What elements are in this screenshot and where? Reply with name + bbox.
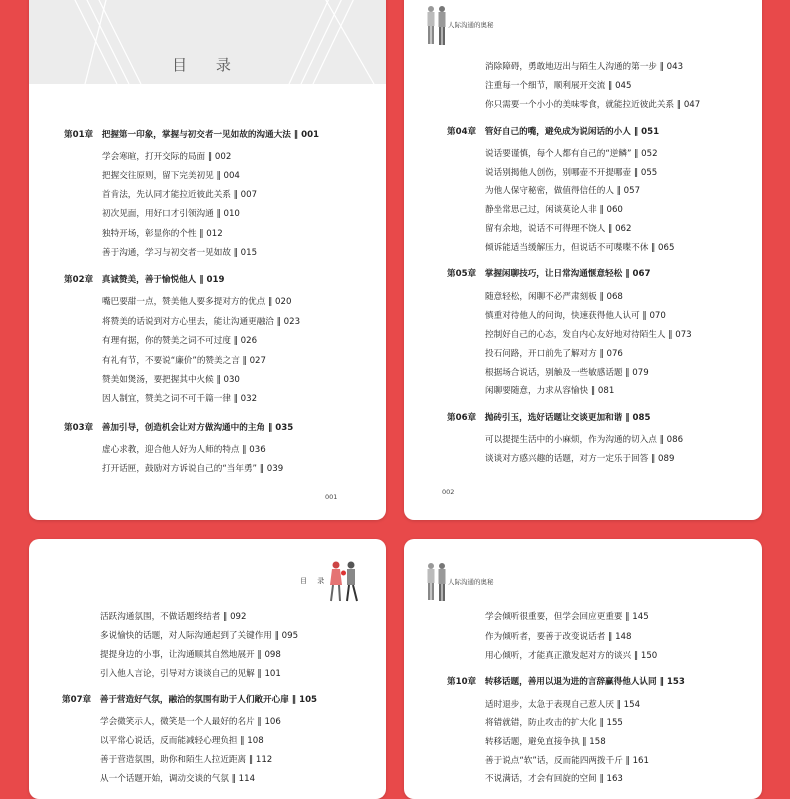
toc-entry: 静坐常思己过，闲谈莫论人非 ‖ 060 bbox=[485, 205, 623, 215]
people-illustration-icon bbox=[424, 4, 450, 48]
toc-entry: 倾诉能适当缓解压力，但说话不可喋喋不休 ‖ 065 bbox=[485, 243, 675, 253]
toc-entry: 学会微笑示人，微笑是一个人最好的名片 ‖ 106 bbox=[100, 717, 281, 727]
toc-entry: 因人制宜，赞美之词不可千篇一律 ‖ 032 bbox=[102, 394, 258, 404]
toc-entry: 善于说点“软”话，反而能四两拨千斤 ‖ 161 bbox=[485, 756, 649, 766]
toc-entry: 提提身边的小事，让沟通顺其自然地展开 ‖ 098 bbox=[100, 650, 281, 660]
toc-entry: 初次见面，用好口才引领沟通 ‖ 010 bbox=[102, 209, 240, 219]
title-band bbox=[29, 0, 386, 84]
toc-entry: 为他人保守秘密，做值得信任的人 ‖ 057 bbox=[485, 186, 641, 196]
toc-entry: 以平常心说话，反而能减轻心理负担 ‖ 108 bbox=[100, 736, 264, 746]
toc-page-002 bbox=[404, 0, 762, 520]
toc-entry: 说话要谨慎，每个人都有自己的“逆鳞” ‖ 052 bbox=[485, 149, 658, 159]
toc-entry: 学会倾听很重要，但学会回应更重要 ‖ 145 bbox=[485, 612, 649, 622]
toc-page-003 bbox=[29, 539, 386, 799]
toc-entry: 有理有据，你的赞美之词不可过度 ‖ 026 bbox=[102, 336, 258, 346]
running-header: 人际沟通的奥秘 bbox=[448, 578, 494, 586]
toc-entry: 根据场合说话，别触及一些敏感话题 ‖ 079 bbox=[485, 368, 649, 378]
toc-entry: 适时退步，太急于表现自己惹人厌 ‖ 154 bbox=[485, 700, 641, 710]
toc-entry: 将赞美的话说到对方心里去，能让沟通更融洽 ‖ 023 bbox=[102, 317, 301, 327]
toc-entry: 不说满话，才会有回旋的空间 ‖ 163 bbox=[485, 774, 623, 784]
running-header: 人际沟通的奥秘 bbox=[448, 21, 494, 29]
chapter-heading: 第04章 管好自己的嘴，避免成为说闲话的小人 ‖ 051 bbox=[447, 127, 660, 137]
toc-entry: 说话别揭他人创伤，别哪壶不开提哪壶 ‖ 055 bbox=[485, 168, 658, 178]
toc-entry: 投石问路，开口前先了解对方 ‖ 076 bbox=[485, 349, 623, 359]
toc-entry: 首肯法，先认同才能拉近彼此关系 ‖ 007 bbox=[102, 190, 258, 200]
toc-entry: 转移话题，避免直接争执 ‖ 158 bbox=[485, 737, 606, 747]
toc-entry: 学会寒暄，打开交际的局面 ‖ 002 bbox=[102, 152, 232, 162]
running-header: 目 录 bbox=[300, 577, 329, 585]
couple-illustration-icon bbox=[327, 559, 361, 603]
chapter-heading: 第01章 把握第一印象，掌握与初交者一见如故的沟通大法 ‖ 001 bbox=[64, 130, 320, 140]
toc-entry: 把握交往原则，留下完美初见 ‖ 004 bbox=[102, 171, 240, 181]
toc-entry: 善于营造氛围，助你和陌生人拉近距离 ‖ 112 bbox=[100, 755, 273, 765]
toc-page-001 bbox=[29, 0, 386, 520]
toc-entry: 将错就错，防止攻击的扩大化 ‖ 155 bbox=[485, 718, 623, 728]
chapter-heading: 第07章 善于营造好气氛，融洽的氛围有助于人们敞开心扉 ‖ 105 bbox=[62, 695, 318, 705]
toc-entry: 从一个话题开始，调动交谈的气氛 ‖ 114 bbox=[100, 774, 256, 784]
toc-entry: 有礼有节，不要说“廉价”的赞美之言 ‖ 027 bbox=[102, 356, 266, 366]
toc-entry: 控制好自己的心态，发自内心友好地对待陌生人 ‖ 073 bbox=[485, 330, 692, 340]
toc-entry: 闲聊要随意，力求从容愉快 ‖ 081 bbox=[485, 386, 615, 396]
toc-entry: 你只需要一个小小的美味零食，就能拉近彼此关系 ‖ 047 bbox=[485, 100, 701, 110]
toc-entry: 赞美如煲汤，要把握其中火候 ‖ 030 bbox=[102, 375, 240, 385]
toc-entry: 打开话匣，鼓励对方诉说自己的“当年勇” ‖ 039 bbox=[102, 464, 284, 474]
page-number: 001 bbox=[325, 493, 338, 501]
toc-entry: 活跃沟通氛围，不做话题终结者 ‖ 092 bbox=[100, 612, 247, 622]
toc-entry: 多说愉快的话题，对人际沟通起到了关键作用 ‖ 095 bbox=[100, 631, 299, 641]
toc-entry: 独特开场，彰显你的个性 ‖ 012 bbox=[102, 229, 223, 239]
toc-entry: 虚心求教，迎合他人好为人师的特点 ‖ 036 bbox=[102, 445, 266, 455]
toc-entry: 慎重对待他人的问询，快速获得他人认可 ‖ 070 bbox=[485, 311, 666, 321]
toc-entry: 注重每一个细节，顺利展开交流 ‖ 045 bbox=[485, 81, 632, 91]
chapter-heading: 第05章 掌握闲聊技巧，让日常沟通惬意轻松 ‖ 067 bbox=[447, 269, 651, 279]
page-number: 002 bbox=[442, 488, 455, 496]
chapter-heading: 第03章 善加引导，创造机会让对方做沟通中的主角 ‖ 035 bbox=[64, 423, 294, 433]
chapter-heading: 第06章 抛砖引玉，选好话题让交谈更加和谐 ‖ 085 bbox=[447, 413, 651, 423]
toc-entry: 谈谈对方感兴趣的话题，对方一定乐于回答 ‖ 089 bbox=[485, 454, 675, 464]
toc-entry: 用心倾听，才能真正激发起对方的谈兴 ‖ 150 bbox=[485, 651, 658, 661]
toc-entry: 留有余地，说话不可得理不饶人 ‖ 062 bbox=[485, 224, 632, 234]
chapter-heading: 第02章 真诚赞美，善于愉悦他人 ‖ 019 bbox=[64, 275, 225, 285]
toc-entry: 嘴巴要甜一点，赞美他人要多提对方的优点 ‖ 020 bbox=[102, 297, 292, 307]
toc-entry: 引入他人言论，引导对方谈谈自己的见解 ‖ 101 bbox=[100, 669, 281, 679]
toc-entry: 消除障碍，勇敢地迈出与陌生人沟通的第一步 ‖ 043 bbox=[485, 62, 684, 72]
people-illustration-icon bbox=[424, 561, 450, 603]
toc-entry: 随意轻松，闲聊不必严肃刻板 ‖ 068 bbox=[485, 292, 623, 302]
page-title: 目 录 bbox=[172, 56, 243, 74]
toc-entry: 善于沟通，学习与初交者一见如故 ‖ 015 bbox=[102, 248, 258, 258]
chapter-heading: 第10章 转移话题，善用以退为进的言辞赢得他人认同 ‖ 153 bbox=[447, 677, 685, 687]
toc-entry: 可以提提生活中的小麻烦，作为沟通的切入点 ‖ 086 bbox=[485, 435, 684, 445]
toc-page-004 bbox=[404, 539, 762, 799]
toc-entry: 作为倾听者，要善于改变说话者 ‖ 148 bbox=[485, 632, 632, 642]
